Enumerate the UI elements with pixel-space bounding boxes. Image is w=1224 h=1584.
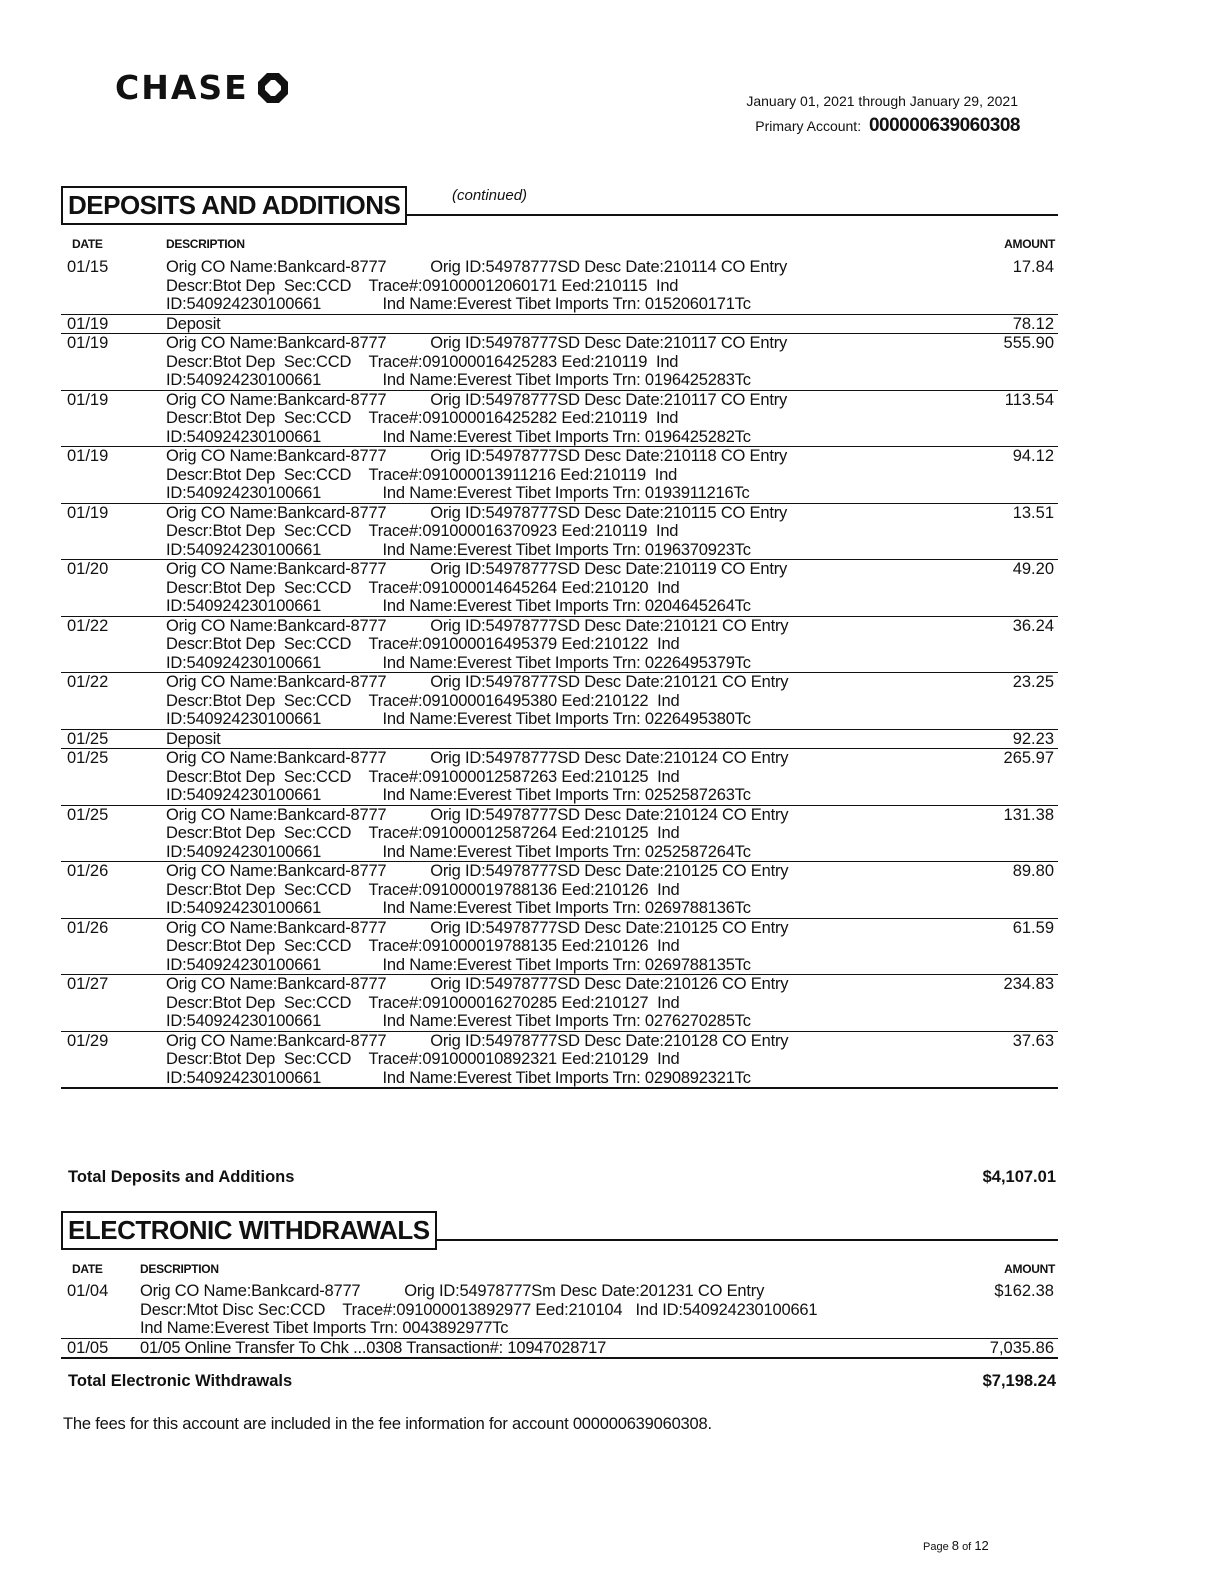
primary-account	[755, 115, 1020, 137]
transaction-amount: 17.84	[986, 258, 1058, 314]
transaction-date: 01/25	[61, 805, 166, 862]
transaction-amount: 36.24	[986, 616, 1058, 673]
transaction-date: 01/19	[61, 390, 166, 447]
statement-period: January 01, 2021 through January 29, 2021	[746, 93, 1018, 109]
deposits-col-date: DATE	[72, 237, 103, 251]
continued-note: (continued)	[452, 187, 528, 204]
table-row	[61, 258, 1058, 314]
transaction-amount: 61.59	[986, 918, 1058, 975]
withdrawals-total	[68, 1372, 1056, 1391]
transaction-date: 01/26	[61, 918, 166, 975]
transaction-amount: 92.23	[986, 729, 1058, 749]
transaction-amount: 131.38	[986, 805, 1058, 862]
table-row	[61, 1338, 1058, 1358]
withdrawals-total-amount: $7,198.24	[982, 1372, 1056, 1390]
transaction-amount: 37.63	[986, 1031, 1058, 1088]
page-label: Page	[923, 1541, 949, 1553]
transaction-description: Orig CO Name:Bankcard-8777 Orig ID:54978777SD Desc Date:210125 CO Entry Descr:Btot Dep Sec:CCD Trace#:091000019788136 Eed:210126 Ind ID:540924230100661 Ind Name:Everest Tibet Imports Trn: 0269788136Tc	[166, 862, 986, 919]
transaction-amount: 23.25	[986, 673, 1058, 730]
transaction-description: Orig CO Name:Bankcard-8777 Orig ID:54978777SD Desc Date:210121 CO Entry Descr:Btot Dep Sec:CCD Trace#:091000016495379 Eed:210122 Ind ID:540924230100661 Ind Name:Everest Tibet Imports Trn: 0226495379Tc	[166, 616, 986, 673]
account-number: 000000639060308	[868, 115, 1020, 136]
transaction-date: 01/27	[61, 975, 166, 1032]
table-row	[61, 616, 1058, 673]
account-label: Primary Account:	[755, 118, 862, 134]
deposits-total-label: Total Deposits and Additions	[68, 1168, 295, 1186]
table-row	[61, 334, 1058, 391]
transaction-description: Deposit	[166, 314, 986, 334]
transaction-description: Orig CO Name:Bankcard-8777 Orig ID:54978777SD Desc Date:210121 CO Entry Descr:Btot Dep Sec:CCD Trace#:091000016495380 Eed:210122 Ind ID:540924230100661 Ind Name:Everest Tibet Imports Trn: 0226495380Tc	[166, 673, 986, 730]
deposits-table	[61, 258, 1058, 1089]
withdrawals-header	[61, 1211, 437, 1250]
withdrawals-col-date: DATE	[72, 1262, 103, 1276]
deposits-title: DEPOSITS AND ADDITIONS	[61, 186, 407, 225]
table-row	[61, 918, 1058, 975]
transaction-date: 01/04	[61, 1282, 140, 1338]
transaction-description: Orig CO Name:Bankcard-8777 Orig ID:54978777SD Desc Date:210124 CO Entry Descr:Btot Dep Sec:CCD Trace#:091000012587264 Eed:210125 Ind ID:540924230100661 Ind Name:Everest Tibet Imports Trn: 0252587264Tc	[166, 805, 986, 862]
table-row	[61, 862, 1058, 919]
transaction-description: Orig CO Name:Bankcard-8777 Orig ID:54978777SD Desc Date:210117 CO Entry Descr:Btot Dep Sec:CCD Trace#:091000016425283 Eed:210119 Ind ID:540924230100661 Ind Name:Everest Tibet Imports Trn: 0196425283Tc	[166, 334, 986, 391]
transaction-amount: 49.20	[986, 560, 1058, 617]
page-number	[923, 1538, 989, 1553]
transaction-description: Orig CO Name:Bankcard-8777 Orig ID:54978777SD Desc Date:210124 CO Entry Descr:Btot Dep Sec:CCD Trace#:091000012587263 Eed:210125 Ind ID:540924230100661 Ind Name:Everest Tibet Imports Trn: 0252587263Tc	[166, 749, 986, 806]
transaction-date: 01/19	[61, 447, 166, 504]
chase-octagon-icon	[257, 72, 289, 104]
transaction-date: 01/15	[61, 258, 166, 314]
transaction-description: Orig CO Name:Bankcard-8777 Orig ID:54978777SD Desc Date:210119 CO Entry Descr:Btot Dep Sec:CCD Trace#:091000014645264 Eed:210120 Ind ID:540924230100661 Ind Name:Everest Tibet Imports Trn: 0204645264Tc	[166, 560, 986, 617]
withdrawals-title: ELECTRONIC WITHDRAWALS	[61, 1211, 437, 1250]
transaction-description: Orig CO Name:Bankcard-8777 Orig ID:54978777SD Desc Date:210115 CO Entry Descr:Btot Dep Sec:CCD Trace#:091000016370923 Eed:210119 Ind ID:540924230100661 Ind Name:Everest Tibet Imports Trn: 0196370923Tc	[166, 503, 986, 560]
table-row	[61, 390, 1058, 447]
table-row	[61, 729, 1058, 749]
transaction-amount: 7,035.86	[974, 1338, 1058, 1358]
withdrawals-col-amount: AMOUNT	[1004, 1262, 1055, 1276]
transaction-date: 01/05	[61, 1338, 140, 1358]
page-current: 8	[951, 1538, 959, 1553]
transaction-amount: 234.83	[986, 975, 1058, 1032]
transaction-amount: 78.12	[986, 314, 1058, 334]
transaction-date: 01/29	[61, 1031, 166, 1088]
transaction-date: 01/25	[61, 749, 166, 806]
transaction-description: 01/05 Online Transfer To Chk ...0308 Transaction#: 10947028717	[140, 1338, 974, 1358]
table-row	[61, 560, 1058, 617]
transaction-date: 01/19	[61, 314, 166, 334]
transaction-amount: 89.80	[986, 862, 1058, 919]
transaction-description: Orig CO Name:Bankcard-8777 Orig ID:54978777SD Desc Date:210114 CO Entry Descr:Btot Dep Sec:CCD Trace#:091000012060171 Eed:210115 Ind ID:540924230100661 Ind Name:Everest Tibet Imports Trn: 0152060171Tc	[166, 258, 986, 314]
chase-logo	[115, 68, 289, 107]
transaction-description: Orig CO Name:Bankcard-8777 Orig ID:54978777SD Desc Date:210118 CO Entry Descr:Btot Dep Sec:CCD Trace#:091000013911216 Eed:210119 Ind ID:540924230100661 Ind Name:Everest Tibet Imports Trn: 0193911216Tc	[166, 447, 986, 504]
fee-footnote: The fees for this account are included in the fee information for account 000000639060308.	[63, 1415, 712, 1433]
transaction-description: Orig CO Name:Bankcard-8777 Orig ID:54978777SD Desc Date:210126 CO Entry Descr:Btot Dep Sec:CCD Trace#:091000016270285 Eed:210127 Ind ID:540924230100661 Ind Name:Everest Tibet Imports Trn: 0276270285Tc	[166, 975, 986, 1032]
deposits-col-description: DESCRIPTION	[166, 237, 245, 251]
withdrawals-col-description: DESCRIPTION	[140, 1262, 219, 1276]
table-row	[61, 1031, 1058, 1088]
transaction-amount: 113.54	[986, 390, 1058, 447]
transaction-date: 01/25	[61, 729, 166, 749]
deposits-col-amount: AMOUNT	[1004, 237, 1055, 251]
table-row	[61, 805, 1058, 862]
transaction-date: 01/22	[61, 616, 166, 673]
transaction-description: Orig CO Name:Bankcard-8777 Orig ID:54978777SD Desc Date:210125 CO Entry Descr:Btot Dep Sec:CCD Trace#:091000019788135 Eed:210126 Ind ID:540924230100661 Ind Name:Everest Tibet Imports Trn: 0269788135Tc	[166, 918, 986, 975]
transaction-amount: 13.51	[986, 503, 1058, 560]
table-row	[61, 1282, 1058, 1338]
transaction-date: 01/26	[61, 862, 166, 919]
page-of: of	[962, 1541, 972, 1553]
deposits-total	[68, 1168, 1056, 1187]
transaction-date: 01/20	[61, 560, 166, 617]
transaction-description: Deposit	[166, 729, 986, 749]
transaction-amount: $162.38	[974, 1282, 1058, 1338]
table-row	[61, 975, 1058, 1032]
deposits-header	[61, 186, 407, 225]
table-row	[61, 314, 1058, 334]
transaction-amount: 94.12	[986, 447, 1058, 504]
table-row	[61, 447, 1058, 504]
transaction-date: 01/22	[61, 673, 166, 730]
page-total: 12	[974, 1538, 989, 1553]
withdrawals-table	[61, 1282, 1058, 1359]
transaction-description: Orig CO Name:Bankcard-8777 Orig ID:54978777SD Desc Date:210128 CO Entry Descr:Btot Dep Sec:CCD Trace#:091000010892321 Eed:210129 Ind ID:540924230100661 Ind Name:Everest Tibet Imports Trn: 0290892321Tc	[166, 1031, 986, 1088]
transaction-amount: 555.90	[986, 334, 1058, 391]
brand-name: CHASE	[115, 68, 249, 107]
deposits-total-amount: $4,107.01	[982, 1168, 1056, 1186]
transaction-description: Orig CO Name:Bankcard-8777 Orig ID:54978777SD Desc Date:210117 CO Entry Descr:Btot Dep Sec:CCD Trace#:091000016425282 Eed:210119 Ind ID:540924230100661 Ind Name:Everest Tibet Imports Trn: 0196425282Tc	[166, 390, 986, 447]
table-row	[61, 503, 1058, 560]
transaction-date: 01/19	[61, 503, 166, 560]
table-row	[61, 749, 1058, 806]
table-row	[61, 673, 1058, 730]
transaction-date: 01/19	[61, 334, 166, 391]
transaction-amount: 265.97	[986, 749, 1058, 806]
transaction-description: Orig CO Name:Bankcard-8777 Orig ID:54978777Sm Desc Date:201231 CO Entry Descr:Mtot Disc Sec:CCD Trace#:091000013892977 Eed:210104 Ind ID:540924230100661 Ind Name:Everest Tibet Imports Trn: 0043892977Tc	[140, 1282, 974, 1338]
withdrawals-total-label: Total Electronic Withdrawals	[68, 1372, 293, 1390]
